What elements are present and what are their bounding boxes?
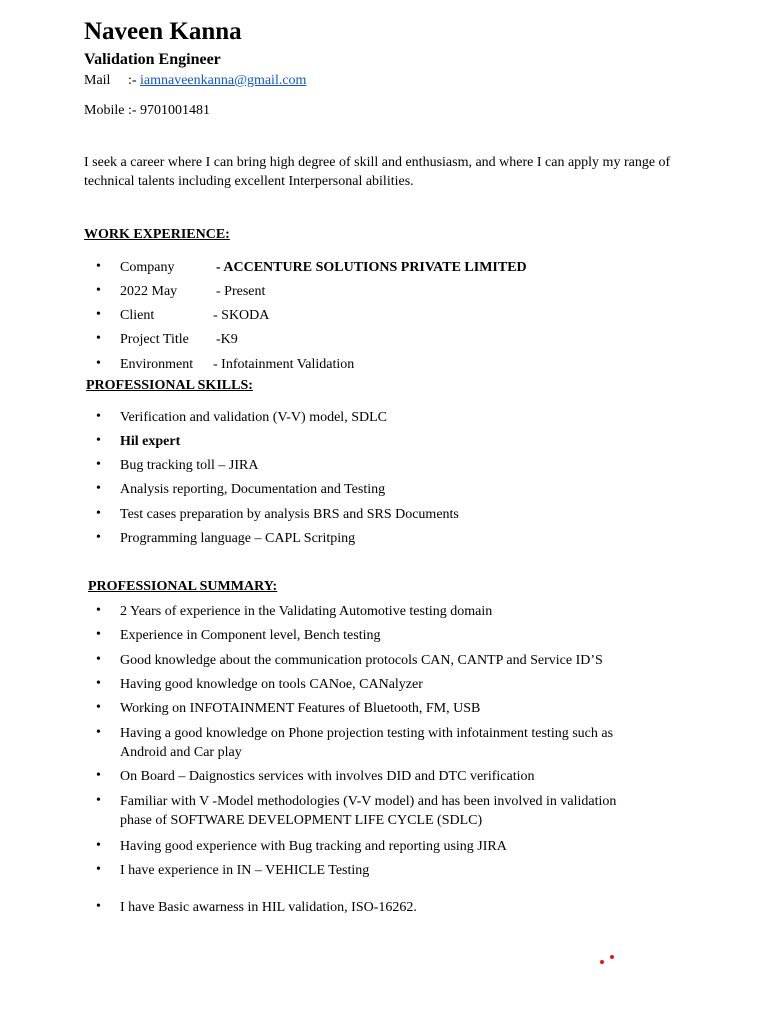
summary-item: Experience in Component level, Bench testing [120,628,381,643]
bullet: • [96,838,101,853]
bullet: • [96,768,101,783]
bullet: • [96,899,101,914]
summary-item: 2 Years of experience in the Validating Automotive testing domain [120,604,493,619]
work-item-company [120,258,527,277]
skill-item: Bug tracking toll – JIRA [120,458,259,473]
summary-item: Familiar with V -Model methodologies (V-V model) and has been involved in validation [120,794,617,809]
work-value: - Infotainment Validation [213,357,355,372]
summary-item: Having good experience with Bug tracking and reporting using JIRA [120,839,507,854]
skill-item: Verification and validation (V-V) model, SDLC [120,410,387,425]
bullet: • [96,725,101,740]
bullet: • [96,676,101,691]
work-label: Project Title [120,332,189,347]
work-label: Client [120,308,155,323]
skill-item: Test cases preparation by analysis BRS and SRS Documents [120,507,459,522]
skill-item: Programming language – CAPL Scritping [120,531,356,546]
summary-item: I have experience in IN – VEHICLE Testing [120,863,370,878]
work-label: Company [120,260,175,275]
professional-skills-heading: PROFESSIONAL SKILLS: [86,378,253,393]
red-dot-mark [610,955,614,959]
bullet: • [96,627,101,642]
mail-line [84,73,306,89]
bullet: • [96,457,101,472]
work-label: Environment [120,357,194,372]
work-value: - ACCENTURE SOLUTIONS PRIVATE LIMITED [216,260,527,275]
bullet: • [96,652,101,667]
work-item-date [120,282,266,301]
summary-item: On Board – Daignostics services with involves DID and DTC verification [120,769,535,784]
mobile-line: Mobile :- 9701001481 [84,103,210,118]
bullet: • [96,481,101,496]
bullet: • [96,793,101,808]
candidate-name: Naveen Kanna [84,18,242,45]
bullet: • [96,409,101,424]
bullet: • [96,530,101,545]
bullet: • [96,506,101,521]
work-value: - SKODA [213,308,270,323]
summary-item: I have Basic awarness in HIL validation, ISO-16262. [120,900,417,915]
bullet: • [96,862,101,877]
skill-item: Hil expert [120,434,181,449]
job-title: Validation Engineer [84,51,221,68]
bullet: • [96,283,101,298]
work-value: -K9 [216,332,238,347]
summary-item: Working on INFOTAINMENT Features of Bluetooth, FM, USB [120,701,481,716]
work-item-environment [120,355,355,374]
summary-item: Good knowledge about the communication protocols CAN, CANTP and Service ID’S [120,653,603,668]
work-experience-heading: WORK EXPERIENCE: [84,227,230,242]
bullet: • [96,259,101,274]
work-item-client [120,306,270,325]
professional-summary-heading: PROFESSIONAL SUMMARY: [88,579,278,594]
career-objective: I seek a career where I can bring high degree of skill and enthusiasm, and where I can apply my range of technical talents including excellent Interpersonal abilities. [84,155,671,189]
mail-label: Mail :- [84,73,140,88]
summary-item: Having good knowledge on tools CANoe, CANalyzer [120,677,423,692]
bullet: • [96,603,101,618]
bullet: • [96,433,101,448]
red-dot-mark [600,960,604,964]
summary-item-continuation: phase of SOFTWARE DEVELOPMENT LIFE CYCLE (SDLC) [120,813,483,828]
bullet: • [96,356,101,371]
summary-item: Having a good knowledge on Phone projection testing with infotainment testing such as [120,726,614,741]
bullet: • [96,700,101,715]
work-value: - Present [216,284,266,299]
skill-item: Analysis reporting, Documentation and Testing [120,482,386,497]
bullet: • [96,307,101,322]
summary-item-continuation: Android and Car play [120,745,242,760]
email-link[interactable]: iamnaveenkanna@gmail.com [140,73,307,88]
bullet: • [96,331,101,346]
work-label: 2022 May [120,284,178,299]
work-item-project [120,330,238,349]
